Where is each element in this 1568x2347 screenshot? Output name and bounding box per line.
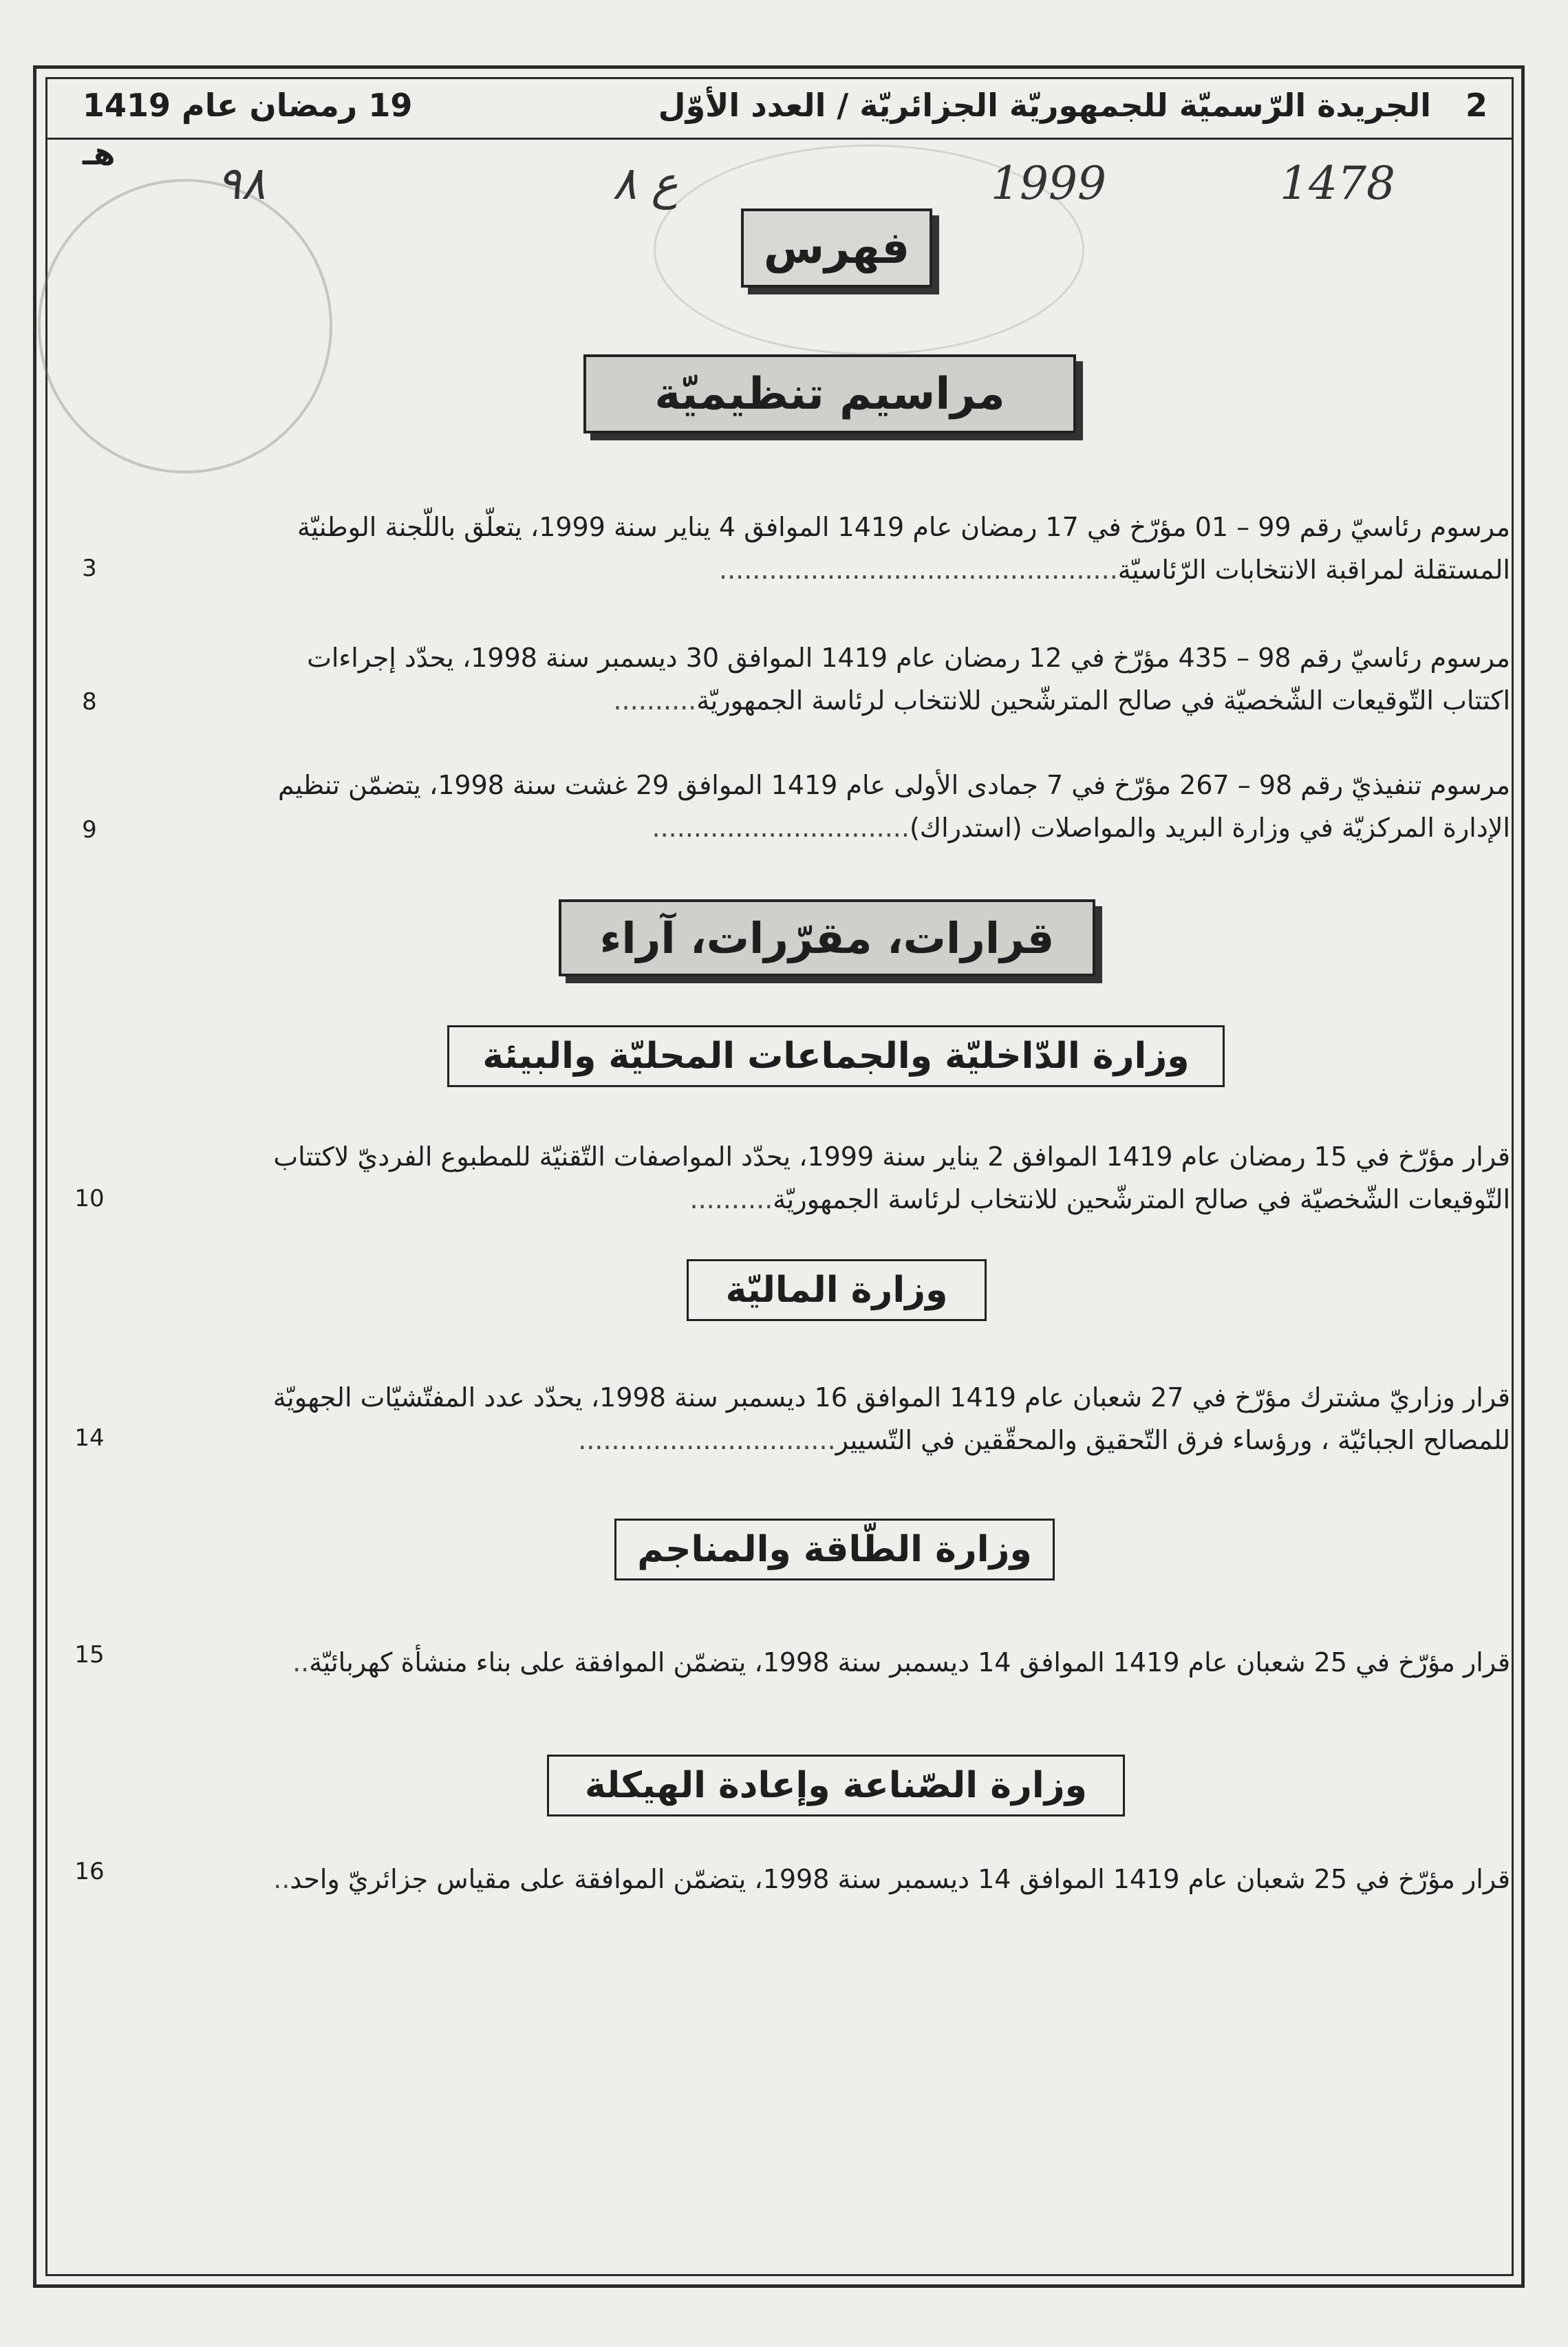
- entry-line: قرار مؤرّخ في 15 رمضان عام 1419 الموافق 2 يناير سنة 1999، يحدّد المواصفات التّقنيّة للمطبوع الفرديّ لاكتتاب: [273, 1142, 1510, 1172]
- section-heading-decisions: قرارات، مقرّرات، آراء: [559, 899, 1095, 976]
- ministry-heading-interior: وزارة الدّاخليّة والجماعات المحليّة والبيئة: [447, 1025, 1225, 1087]
- entry-page-number[interactable]: 16: [74, 1858, 105, 1885]
- entry-line: قرار مؤرّخ في 25 شعبان عام 1419 الموافق 14 ديسمبر سنة 1998، يتضمّن الموافقة على بناء منشأة كهربائيّة: [309, 1647, 1510, 1678]
- entry-line: مرسوم رئاسيّ رقم 99 – 01 مؤرّخ في 17 رمضان عام 1419 الموافق 4 يناير سنة 1999، يتعلّق باللّجنة الوطنيّة: [297, 512, 1510, 542]
- entry-line: المستقلة لمراقبة الانتخابات الرّئاسيّة: [1117, 555, 1510, 585]
- leader-dots: ..: [273, 1864, 290, 1894]
- entry-line: التّوقيعات الشّخصيّة في صالح المترشّحين للانتخاب لرئاسة الجمهوريّة: [773, 1184, 1510, 1214]
- entry-line: الإدارة المركزيّة في وزارة البريد والمواصلات (استدراك): [909, 813, 1510, 843]
- entry-page-number[interactable]: 15: [74, 1641, 105, 1669]
- handwritten-note-1: 1478: [1280, 157, 1395, 210]
- handwritten-note-3: ع ٨: [612, 157, 678, 210]
- header-divider: [45, 138, 1514, 140]
- toc-entry[interactable]: [158, 1135, 1510, 1221]
- entry-line: مرسوم رئاسيّ رقم 98 – 435 مؤرّخ في 12 رمضان عام 1419 الموافق 30 ديسمبر سنة 1998، يحدّد إجراءات: [307, 643, 1510, 673]
- toc-title: فهرس: [741, 208, 932, 288]
- entry-page-number[interactable]: 3: [82, 555, 97, 582]
- entry-line: اكتتاب التّوقيعات الشّخصيّة في صالح المترشّحين للانتخاب لرئاسة الجمهوريّة: [696, 685, 1510, 716]
- handwritten-note-2: 1999: [991, 157, 1106, 210]
- leader-dots: ..........: [613, 685, 697, 716]
- entry-line: للمصالح الجبائيّة ، ورؤساء فرق التّحقيق والمحقّقين في التّسيير: [835, 1425, 1510, 1455]
- ministry-heading-industry: وزارة الصّناعة وإعادة الهيكلة: [547, 1755, 1125, 1816]
- toc-entry[interactable]: [158, 636, 1510, 722]
- entry-page-number[interactable]: 8: [82, 688, 97, 716]
- entry-line: مرسوم تنفيذيّ رقم 98 – 267 مؤرّخ في 7 جمادى الأولى عام 1419 الموافق 29 غشت سنة 1998، يتضمّن تنظيم: [277, 770, 1510, 800]
- archive-stamp-seal: [38, 179, 332, 473]
- ministry-heading-finance: وزارة الماليّة: [687, 1259, 987, 1321]
- entry-page-number[interactable]: 9: [82, 816, 97, 844]
- toc-entry[interactable]: [158, 506, 1510, 591]
- page-number: 2: [1465, 87, 1488, 124]
- leader-dots: ..: [292, 1647, 310, 1678]
- entry-page-number[interactable]: 10: [74, 1185, 105, 1212]
- toc-entry[interactable]: [158, 1376, 1510, 1461]
- toc-entry[interactable]: [158, 764, 1510, 849]
- leader-dots: ...............................: [578, 1425, 836, 1455]
- toc-entry[interactable]: [158, 1641, 1510, 1684]
- leader-dots: ...............................: [652, 813, 910, 843]
- handwritten-note-4: ٩٨: [217, 157, 266, 210]
- leader-dots: ..........: [689, 1184, 773, 1214]
- toc-entry[interactable]: [158, 1858, 1510, 1900]
- gazette-title: الجريدة الرّسميّة للجمهوريّة الجزائريّة / العدد الأوّل: [658, 87, 1431, 124]
- entry-line: قرار وزاريّ مشترك مؤرّخ في 27 شعبان عام 1419 الموافق 16 ديسمبر سنة 1998، يحدّد عدد المفتّشيّات الجهويّة: [272, 1382, 1510, 1413]
- section-heading-decrees: مراسيم تنظيميّة: [583, 354, 1076, 433]
- ministry-heading-energy: وزارة الطّاقة والمناجم: [614, 1519, 1055, 1580]
- entry-line: قرار مؤرّخ في 25 شعبان عام 1419 الموافق 14 ديسمبر سنة 1998، يتضمّن الموافقة على مقياس جزائريّ واحد: [290, 1864, 1510, 1894]
- issue-date: 19 رمضان عام 1419 هـ: [83, 87, 413, 172]
- leader-dots: ................................................: [718, 555, 1118, 585]
- entry-page-number[interactable]: 14: [74, 1424, 105, 1452]
